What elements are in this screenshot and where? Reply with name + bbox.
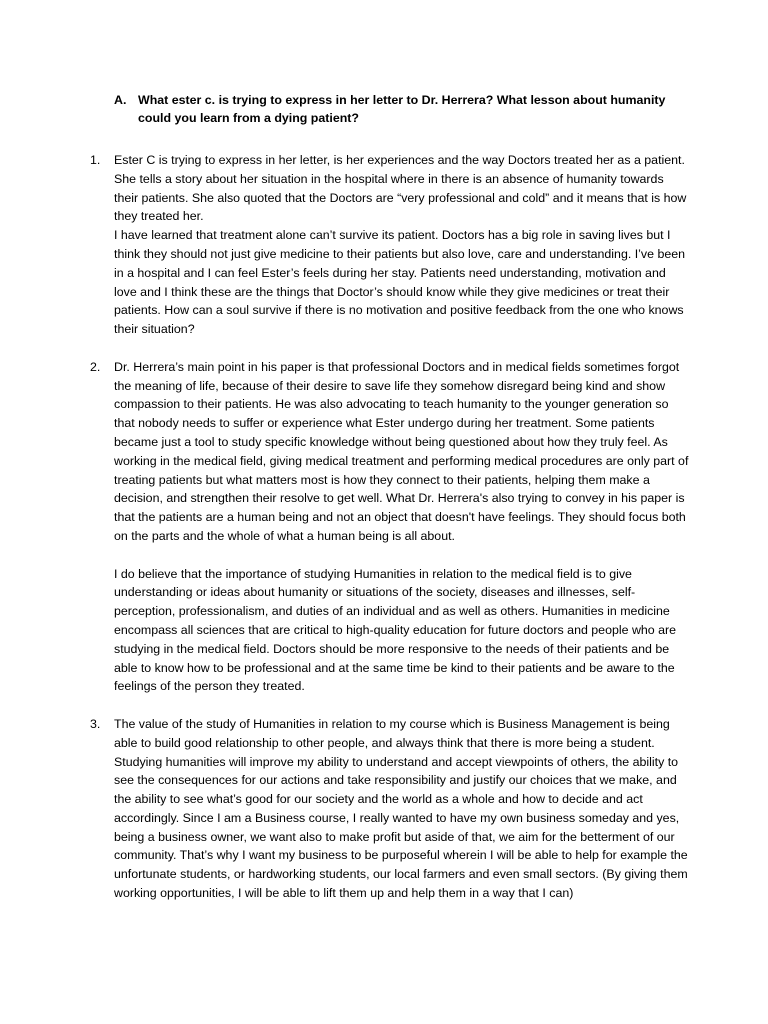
answer-paragraph: The value of the study of Humanities in relation to my course which is Business Management is being able to build good relationship to other people, and always think that there is more being a student. Studying humanities will improve my ability to understand and accept viewpoints of others, the ability to see the consequences for our actions and take responsibility and justify our choices that we make, and the ability to see what’s good for our society and the world as a whole and how to decide and act accordingly. Since I am a Business course, I really wanted to have my own business someday and yes, being a business owner, we want also to make profit but aside of that, we aim for the betterment of our community. That’s why I want my business to be purposeful wherein I will be able to help for example the unfortunate students, or hardworking students, our local farmers and even small sectors. (By giving them working opportunities, I will be able to lift them up and help them in a way that I can) bbox=[114, 716, 688, 901]
answer-item-2 bbox=[90, 358, 690, 696]
answer-item-1 bbox=[90, 151, 690, 339]
paragraph-spacer bbox=[90, 339, 690, 358]
answer-number: 3. bbox=[90, 716, 101, 731]
answer-list bbox=[90, 151, 690, 903]
answer-paragraph: Ester C is trying to express in her letter, is her experiences and the way Doctors treated her as a patient. She tells a story about her situation in the hospital where in there is an absence of humanity towards their patients. She also quoted that the Doctors are “very professional and cold” and it means that is how they treated her. bbox=[114, 153, 687, 224]
answer-paragraph: I do believe that the importance of studying Humanities in relation to the medical field is to give understanding or ideas about humanity or situations of the society, diseases and illnesses, self-perception, professionalism, and duties of an individual and as well as others. Humanities in medicine encompass all sciences that are critical to high-quality education for future doctors and people who are studying in the medical field. Doctors should be more responsive to the needs of their patients and be able to know how to be professional and at the same time be kind to their patients and be aware to the feelings of the person they treated. bbox=[114, 566, 677, 694]
answer-item-3 bbox=[90, 715, 690, 903]
paragraph-spacer bbox=[114, 546, 690, 565]
answer-number: 2. bbox=[90, 359, 101, 374]
paragraph-spacer bbox=[90, 696, 690, 715]
answer-paragraph: Dr. Herrera’s main point in his paper is that professional Doctors and in medical fields sometimes forgot the meaning of life, because of their desire to save life they somehow disregard being kind and show compassion to their patients. He was also advocating to teach humanity to the younger generation so that nobody needs to suffer or experience what Ester undergo during her treatment. Some patients became just a tool to study specific knowledge without being questioned about how they truly feel. As working in the medical field, giving medical treatment and performing medical procedures are only part of treating patients but what matters most is how they connect to their patients, helping them make a decision, and strengthen their resolve to get well. What Dr. Herrera's also trying to convey in his paper is that the patients are a human being and not an object that doesn't have feelings. They should focus both on the parts and the whole of what a human being is all about. bbox=[114, 359, 689, 543]
question-a bbox=[114, 91, 674, 127]
answer-paragraph: I have learned that treatment alone can’t survive its patient. Doctors has a big role in saving lives but I think they should not just give medicine to their patients but also love, care and understanding. I’ve been in a hospital and I can feel Ester’s feels during her stay. Patients need understanding, motivation and love and I think these are the things that Doctor’s should know while they give medicines or treat their patients. How can a soul survive if there is no motivation and positive feedback from the one who knows their situation? bbox=[114, 228, 686, 337]
question-marker: A. bbox=[114, 93, 127, 107]
question-text: What ester c. is trying to express in her letter to Dr. Herrera? What lesson about humanity could you learn from a dying patient? bbox=[138, 93, 666, 125]
answer-number: 1. bbox=[90, 153, 101, 167]
